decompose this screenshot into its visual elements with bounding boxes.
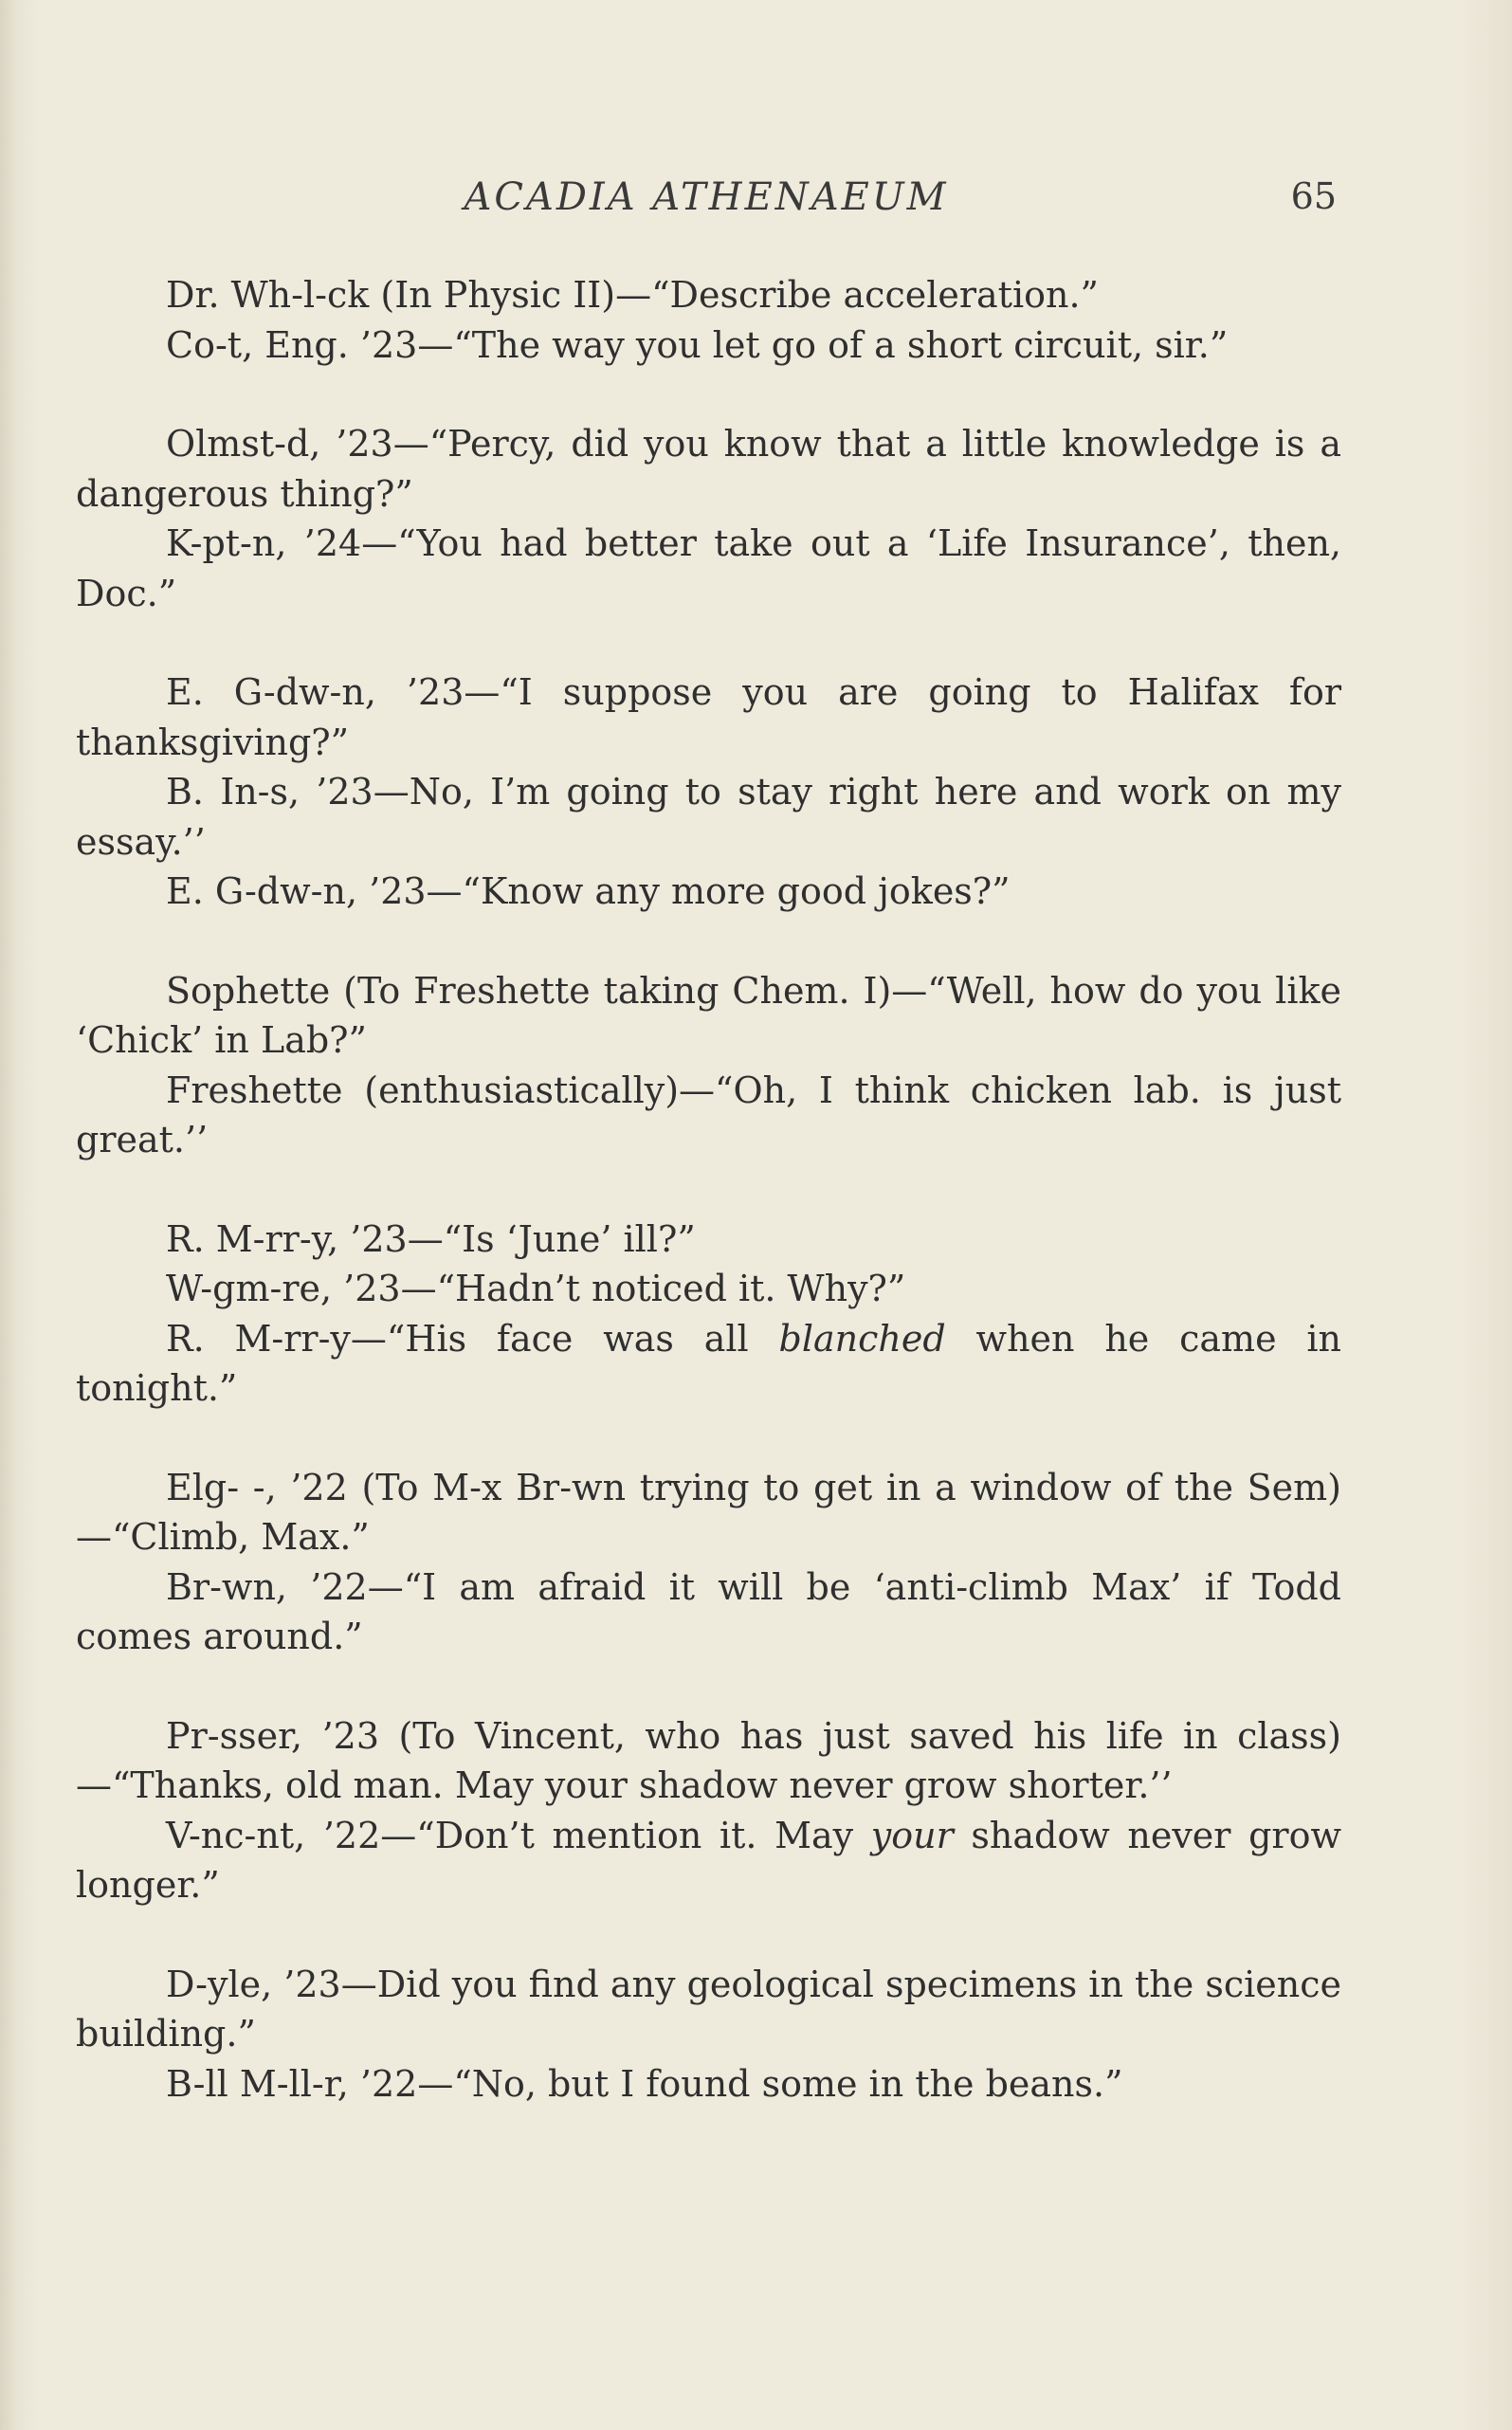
joke-line-with-emphasis [76, 1314, 1341, 1414]
joke-line: Br-wn, ’22—“I am afraid it will be ‘anti-climb Max’ if Todd comes around.” [76, 1565, 1341, 1657]
emphasis-text: blanched [778, 1317, 946, 1360]
joke-line: Co-t, Eng. ’23—“The way you let go of a short circuit, sir.” [166, 323, 1229, 366]
joke-line: Olmst-d, ’23—“Percy, did you know that a little knowledge is a dangerous thing?” [76, 423, 1341, 515]
page-header [76, 175, 1337, 232]
joke-line: D-yle, ’23—Did you find any geological specimens in the science building.” [76, 1963, 1341, 2055]
joke-line: W-gm-re, ’23—“Hadn’t noticed it. Why?” [166, 1268, 906, 1309]
joke-line: Dr. Wh-l-ck (In Physic II)—“Describe acceleration.” [166, 274, 1099, 316]
line-text: V-nc-nt, ’22—“Don’t mention it. May [166, 1814, 871, 1856]
jokes-column [76, 270, 1341, 2109]
joke-line: E. G-dw-n, ’23—“I suppose you are going to Halifax for thanksgiving?” [76, 671, 1341, 763]
joke-line: E. G-dw-n, ’23—“Know any more good jokes?” [166, 870, 1011, 912]
joke-line: Sophette (To Freshette taking Chem. I)—“Well, how do you like ‘Chick’ in Lab?” [76, 969, 1341, 1061]
joke-line: K-pt-n, ’24—“You had better take out a ‘Life Insurance’, then, Doc.” [76, 522, 1341, 614]
line-text: when he came in tonight.” [76, 1317, 1342, 1409]
line-text: R. M-rr-y—“His face was all [166, 1317, 779, 1360]
joke-line: B. In-s, ’23—No, I’m going to stay right here and work on my essay.’’ [76, 771, 1341, 863]
line-text: shadow never grow longer.” [76, 1814, 1341, 1906]
joke-line-with-emphasis [76, 1811, 1341, 1910]
emphasis-text: your [870, 1814, 954, 1856]
joke-line: Elg- -, ’22 (To M-x Br-wn trying to get in a window of the Sem)—“Climb, Max.” [76, 1466, 1341, 1558]
joke-line: B-ll M-ll-r, ’22—“No, but I found some in the beans.” [166, 2062, 1123, 2105]
joke-line: Pr-sser, ’23 (To Vincent, who has just saved his life in class)—“Thanks, old man. May your shadow never grow shorter.’’ [76, 1714, 1341, 1806]
running-title: ACADIA ATHENAEUM [464, 175, 949, 219]
joke-line: R. M-rr-y, ’23—“Is ‘June’ ill?” [166, 1217, 696, 1260]
page-number: 65 [1290, 175, 1337, 217]
joke-line: Freshette (enthusiastically)—“Oh, I think chicken lab. is just great.’’ [76, 1069, 1341, 1160]
